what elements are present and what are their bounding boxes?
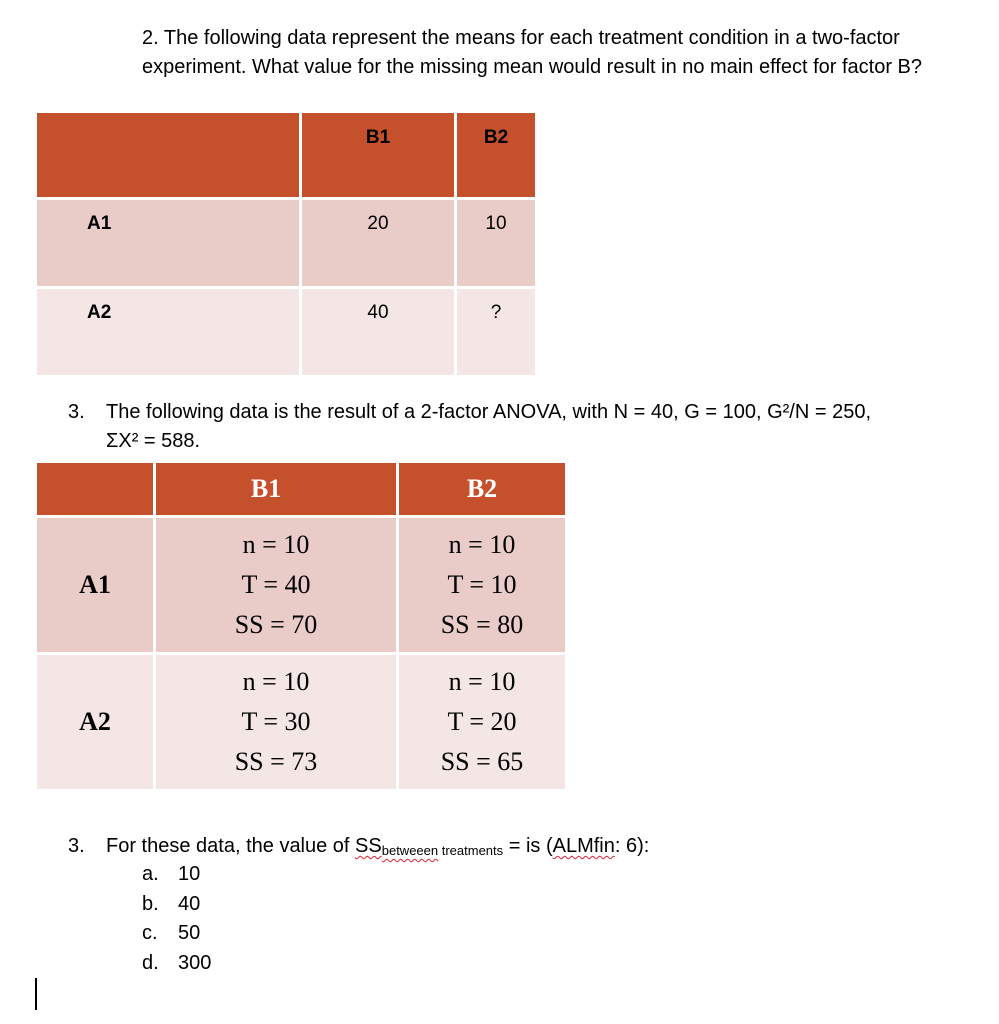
cell-t: T = 30 bbox=[241, 707, 311, 736]
cell-a1-b2: 10 bbox=[456, 199, 537, 288]
text-cursor[interactable] bbox=[35, 978, 37, 1010]
row-label-a2: A2 bbox=[36, 288, 301, 377]
answer-options bbox=[142, 860, 211, 978]
cell-ss: SS = 73 bbox=[234, 747, 318, 776]
cell-t: T = 40 bbox=[241, 570, 311, 599]
option-b: b. 40 bbox=[142, 892, 201, 915]
table-row bbox=[36, 199, 537, 288]
cell-n: n = 10 bbox=[242, 667, 310, 696]
option-d: d. 300 bbox=[142, 951, 212, 974]
question-3-text bbox=[68, 398, 968, 456]
anova-table bbox=[34, 460, 568, 792]
cell-a2-b2 bbox=[398, 654, 567, 791]
almfin-reference: ALMfin bbox=[552, 835, 615, 857]
question-3b-suffix-a: = is ( bbox=[503, 835, 553, 857]
cell-a1-b1: 20 bbox=[301, 199, 456, 288]
option-c: c. 50 bbox=[142, 922, 201, 944]
header-b2: B2 bbox=[456, 112, 537, 199]
cell-n: n = 10 bbox=[448, 530, 516, 559]
cell-a2-b1 bbox=[155, 654, 398, 791]
row-label-a1: A1 bbox=[36, 517, 155, 654]
table-row bbox=[36, 654, 567, 791]
header-b2: B2 bbox=[398, 462, 567, 517]
row-label-a1: A1 bbox=[36, 199, 301, 288]
cell-n: n = 10 bbox=[448, 667, 516, 696]
ss-symbol: SS bbox=[355, 835, 382, 857]
question-3b-suffix-b: : 6): bbox=[614, 835, 650, 857]
cell-n: n = 10 bbox=[242, 530, 310, 559]
means-table-header bbox=[36, 112, 537, 199]
option-a: a. 10 bbox=[142, 863, 201, 885]
question-3-body: The following data is the result of a 2-factor ANOVA, with N = 40, G = 100, G²/N = 250, bbox=[106, 401, 872, 423]
row-label-a2: A2 bbox=[36, 654, 155, 791]
means-table bbox=[34, 110, 538, 378]
anova-table-header bbox=[36, 462, 567, 517]
question-3-number: 3. bbox=[68, 401, 85, 423]
cell-a1-b1 bbox=[155, 517, 398, 654]
ss-subscript bbox=[382, 843, 503, 858]
cell-ss: SS = 70 bbox=[234, 610, 318, 639]
question-3b-number: 3. bbox=[68, 835, 85, 857]
question-3b-prefix: For these data, the value of bbox=[106, 835, 356, 857]
question-3-continuation: ΣX² = 588. bbox=[106, 430, 201, 452]
header-corner-cell bbox=[36, 112, 301, 199]
header-b1: B1 bbox=[301, 112, 456, 199]
ss-subscript-betweeen: betweeen bbox=[381, 843, 439, 858]
question-2-text: 2. The following data represent the means for each treatment condition in a two-factor experiment. What value for the missing mean would result in no main effect for factor B? bbox=[142, 27, 922, 78]
ss-subscript-treatments: treatments bbox=[438, 843, 504, 858]
cell-a2-b1: 40 bbox=[301, 288, 456, 377]
cell-a1-b2 bbox=[398, 517, 567, 654]
table-row bbox=[36, 517, 567, 654]
cell-t: T = 10 bbox=[447, 570, 517, 599]
table-row bbox=[36, 288, 537, 377]
header-b1: B1 bbox=[155, 462, 398, 517]
cell-ss: SS = 65 bbox=[440, 747, 524, 776]
cell-t: T = 20 bbox=[447, 707, 517, 736]
cell-ss: SS = 80 bbox=[440, 610, 524, 639]
header-corner-cell bbox=[36, 462, 155, 517]
cell-a2-b2: ? bbox=[456, 288, 537, 377]
